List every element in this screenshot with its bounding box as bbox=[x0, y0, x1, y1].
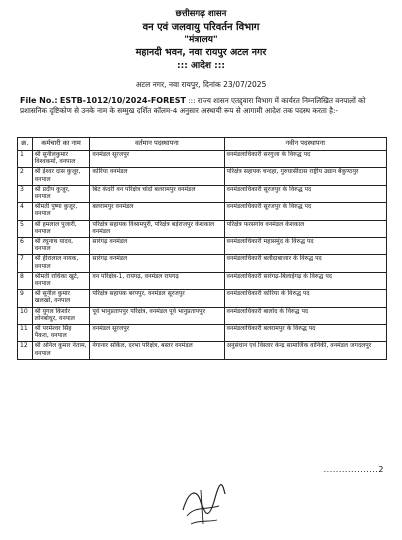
new-posting-cell: वनमंडलाधिकारी बलौदाबाजार के विरुद्ध पद bbox=[224, 255, 387, 272]
order-date: अटल नगर, नवा रायपुर, दिनांक 23/07/2025 bbox=[135, 80, 267, 89]
table-header-row bbox=[18, 138, 387, 151]
serial-cell: 9 bbox=[18, 290, 33, 307]
new-posting-cell: वनमंडलाधिकारी महासमुंद के विरुद्ध पद bbox=[224, 237, 387, 254]
name-cell: श्री प्रदीप कुजूर, वनपाल bbox=[32, 185, 90, 202]
table-row bbox=[18, 307, 387, 324]
header-new-posting: नवीन पदस्थापना bbox=[224, 138, 387, 151]
current-posting-cell: नेगानार सर्किल, दरभा परिक्षेत्र, बस्तर वनमंडल bbox=[90, 342, 224, 359]
name-cell: श्रीमती राधिका खुटे, वनपाल bbox=[32, 272, 90, 289]
name-cell: श्री सुनील कुमार खलखो, वनपाल bbox=[32, 290, 90, 307]
table-row bbox=[18, 151, 387, 168]
serial-cell: 11 bbox=[18, 324, 33, 341]
table-row bbox=[18, 290, 387, 307]
name-cell: श्री युगल किशोर लोनबोधुर, वनपाल bbox=[32, 307, 90, 324]
current-posting-cell: कोरिया वनमंडल bbox=[90, 168, 224, 185]
name-cell: श्री रघुनाथ यादव, वनपाल bbox=[32, 237, 90, 254]
new-posting-cell: वनमंडलाधिकारी कोरिया के विरुद्ध पद bbox=[224, 290, 387, 307]
table-row bbox=[18, 342, 387, 359]
serial-cell: 5 bbox=[18, 220, 33, 237]
current-posting-cell: बलरामपुर वनमंडल bbox=[90, 203, 224, 220]
current-posting-cell: सारंगढ़ वनमंडल bbox=[90, 255, 224, 272]
name-cell: श्री परमेश्वर सिंह पैकरा, वनपाल bbox=[32, 324, 90, 341]
new-posting-cell: अनुसंधान एवं विस्तार केन्द्र सामाजिक वानिकी, वनमंडल जगदलपुर bbox=[224, 342, 387, 359]
new-posting-cell: वनमंडलाधिकारी सूरजपुर के विरुद्ध पद bbox=[224, 185, 387, 202]
serial-cell: 2 bbox=[18, 168, 33, 185]
order-heading: ::: आदेश ::: bbox=[177, 61, 225, 71]
serial-cell: 7 bbox=[18, 255, 33, 272]
new-posting-cell: परिक्षेत्र सहायक चन्दहा, गुरुघासीदास राष्ट्रीय उद्यान बैकुण्ठपुर bbox=[224, 168, 387, 185]
table-row bbox=[18, 203, 387, 220]
serial-cell: 10 bbox=[18, 307, 33, 324]
name-cell: श्री ईश्वर दास कुजूर, वनपाल bbox=[32, 168, 90, 185]
table-row bbox=[18, 185, 387, 202]
table-row bbox=[18, 168, 387, 185]
serial-cell: 6 bbox=[18, 237, 33, 254]
order-subject bbox=[20, 96, 386, 116]
name-cell: श्री हमलाल पुजारी, वनपाल bbox=[32, 220, 90, 237]
current-posting-cell: परिक्षेत्र सहायक विश्रामपुरी, परिक्षेत्र बड़ेराजपुर केशकाल वनमंडल bbox=[90, 220, 224, 237]
serial-cell: 4 bbox=[18, 203, 33, 220]
current-posting-cell: वन परिक्षेत्र-1, रायगढ़, वनमंडल रायगढ़ bbox=[90, 272, 224, 289]
serial-cell: 8 bbox=[18, 272, 33, 289]
address-line: महानदी भवन, नवा रायपुर अटल नगर bbox=[135, 47, 267, 58]
name-cell: श्री हीरालाल नायक, वनपाल bbox=[32, 255, 90, 272]
current-posting-cell: बिट कंदरी वन परिक्षेत्र चांदो बलरामपुर वनमंडल bbox=[90, 185, 224, 202]
new-posting-cell: वनमंडलाधिकारी बलरामपुर के विरुद्ध पद bbox=[224, 324, 387, 341]
header-current-posting: वर्तमान पदस्थापना bbox=[90, 138, 224, 151]
table-row bbox=[18, 255, 387, 272]
name-cell: श्री अनिल कुमार नेताम, वनपाल bbox=[32, 342, 90, 359]
signature-image bbox=[175, 480, 230, 530]
next-page-marker: ..................2 bbox=[323, 465, 384, 474]
government-title: छत्तीसगढ़ शासन bbox=[175, 9, 227, 19]
table-row bbox=[18, 324, 387, 341]
table-row bbox=[18, 272, 387, 289]
new-posting-cell: परिक्षेत्र फरसगांव वनमंडल केशकाल bbox=[224, 220, 387, 237]
new-posting-cell: वनमंडलाधिकारी सारंगढ़-बिलाईगढ़ के विरुद्ध पद bbox=[224, 272, 387, 289]
current-posting-cell: परिक्षेत्र सहायक बरपपुर, वनमंडल सूरजपुर bbox=[90, 290, 224, 307]
header-serial: क्र. bbox=[18, 138, 33, 151]
serial-cell: 3 bbox=[18, 185, 33, 202]
file-number: ESTB-1012/10/2024-FOREST bbox=[59, 96, 186, 105]
header-employee-name: कर्मचारी का नाम bbox=[32, 138, 90, 151]
table-row bbox=[18, 220, 387, 237]
new-posting-cell: वनमंडलाधिकारी बालोद के विरुद्ध पद bbox=[224, 307, 387, 324]
current-posting-cell: वनमंडल सूरजपुर bbox=[90, 324, 224, 341]
new-posting-cell: वनमंडलाधिकारी सूरजपुर के विरुद्ध पद bbox=[224, 203, 387, 220]
serial-cell: 1 bbox=[18, 151, 33, 168]
name-cell: श्री सुनीलकुमार विश्वकर्मा, वनपाल bbox=[32, 151, 90, 168]
file-label: File No.: bbox=[20, 96, 58, 105]
posting-table bbox=[17, 137, 387, 360]
table-row bbox=[18, 237, 387, 254]
current-posting-cell: सारंगढ़ वनमंडल bbox=[90, 237, 224, 254]
department-title: वन एवं जलवायु परिवर्तन विभाग bbox=[142, 22, 260, 33]
serial-cell: 12 bbox=[18, 342, 33, 359]
name-cell: श्रीमती पुष्पा कुजूर, वनपाल bbox=[32, 203, 90, 220]
new-posting-cell: वनमंडलाधिकारी सरगुजा के विरुद्ध पद bbox=[224, 151, 387, 168]
current-posting-cell: पूर्व भानुप्रतापपुर परिक्षेत्र, वनमंडल पूर्व भानुप्रतापपुर bbox=[90, 307, 224, 324]
current-posting-cell: वनमंडल सूरजपुर bbox=[90, 151, 224, 168]
ministry-title: "मंत्रालय" bbox=[184, 35, 218, 45]
subject-text: ::: राज्य शासन एतद्द्वारा विभाग में कार्यरत निम्नलिखित वनपालों को प्रशासनिक दृष्टिकोण से उनके नाम के सम्मुख दर्शित कॉलम-4 अनुसार अस्थायी रूप से आगामी आदेश तक पदस्थ करता है:- bbox=[20, 96, 366, 115]
